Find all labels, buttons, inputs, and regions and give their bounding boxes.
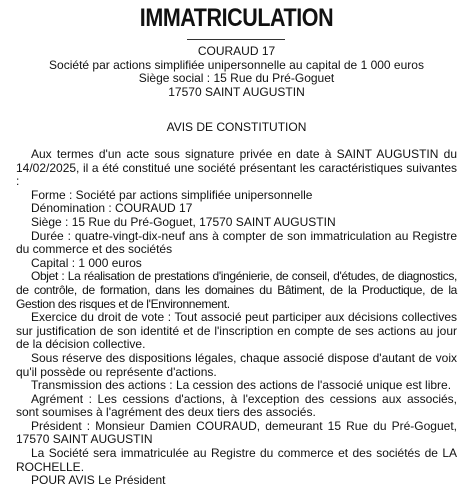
paragraph-intro: Aux termes d'un acte sous signature privée en date à SAINT AUGUSTIN du 14/02/2025, il a été constitué une société présentant les caractéristiques suivantes : (16, 147, 457, 189)
paragraph-president: Président : Monsieur Damien COURAUD, demeurant 15 Rue du Pré-Goguet, 17570 SAINT AUGUSTIN (16, 418, 457, 447)
company-legal-form: Société par actions simplifiée unipersonnelle au capital de 1 000 euros (49, 57, 424, 72)
heading-divider (187, 39, 285, 40)
paragraph-duree: Durée : quatre-vingt-dix-neuf ans à compter de son immatriculation au Registre du commerce et des sociétés (16, 228, 457, 257)
paragraph-objet: Objet : La réalisation de prestations d'ingénierie, de conseil, d'études, de diagnostics, de contrôle, de formation, dans les domaines du Bâtiment, de la Productique, de la Gestion des risques et de l'Environnement. (16, 269, 457, 311)
paragraph-immatriculation: La Société sera immatriculée au Registre du commerce et des sociétés de LA ROCHELLE. (16, 446, 457, 474)
paragraph-vote: Exercice du droit de vote : Tout associé peut participer aux décisions collectives sur justification de son identité et de l'inscription en compte de ses actions au jour de la décision collective. (16, 310, 457, 352)
company-address-street: Siège social : 15 Rue du Pré-Goguet (138, 71, 335, 85)
notice-body (16, 148, 457, 488)
paragraph-siege: Siège : 15 Rue du Pré-Goguet, 17570 SAINT AUGUSTIN (31, 214, 336, 229)
paragraph-voix: Sous réserve des dispositions légales, chaque associé dispose d'autant de voix qu'il possède ou représente d'actions. (16, 350, 457, 379)
notice-heading: IMMATRICULATION (139, 4, 334, 32)
notice-subtitle: AVIS DE CONSTITUTION (166, 120, 307, 134)
company-address-city: 17570 SAINT AUGUSTIN (168, 84, 305, 99)
paragraph-transmission: Transmission des actions : La cession des actions de l'associé unique est libre. (31, 378, 452, 393)
paragraph-signature: POUR AVIS Le Président (31, 473, 166, 488)
paragraph-agrement: Agrément : Les cessions d'actions, à l'exception des cessions aux associés, sont soumises à l'agrément des deux tiers des associés. (16, 391, 457, 420)
paragraph-denomination: Dénomination : COURAUD 17 (31, 201, 193, 216)
company-name: COURAUD 17 (197, 44, 276, 58)
paragraph-form: Forme : Société par actions simplifiée unipersonnelle (31, 187, 313, 202)
paragraph-capital: Capital : 1 000 euros (31, 255, 142, 270)
company-header (0, 45, 473, 99)
